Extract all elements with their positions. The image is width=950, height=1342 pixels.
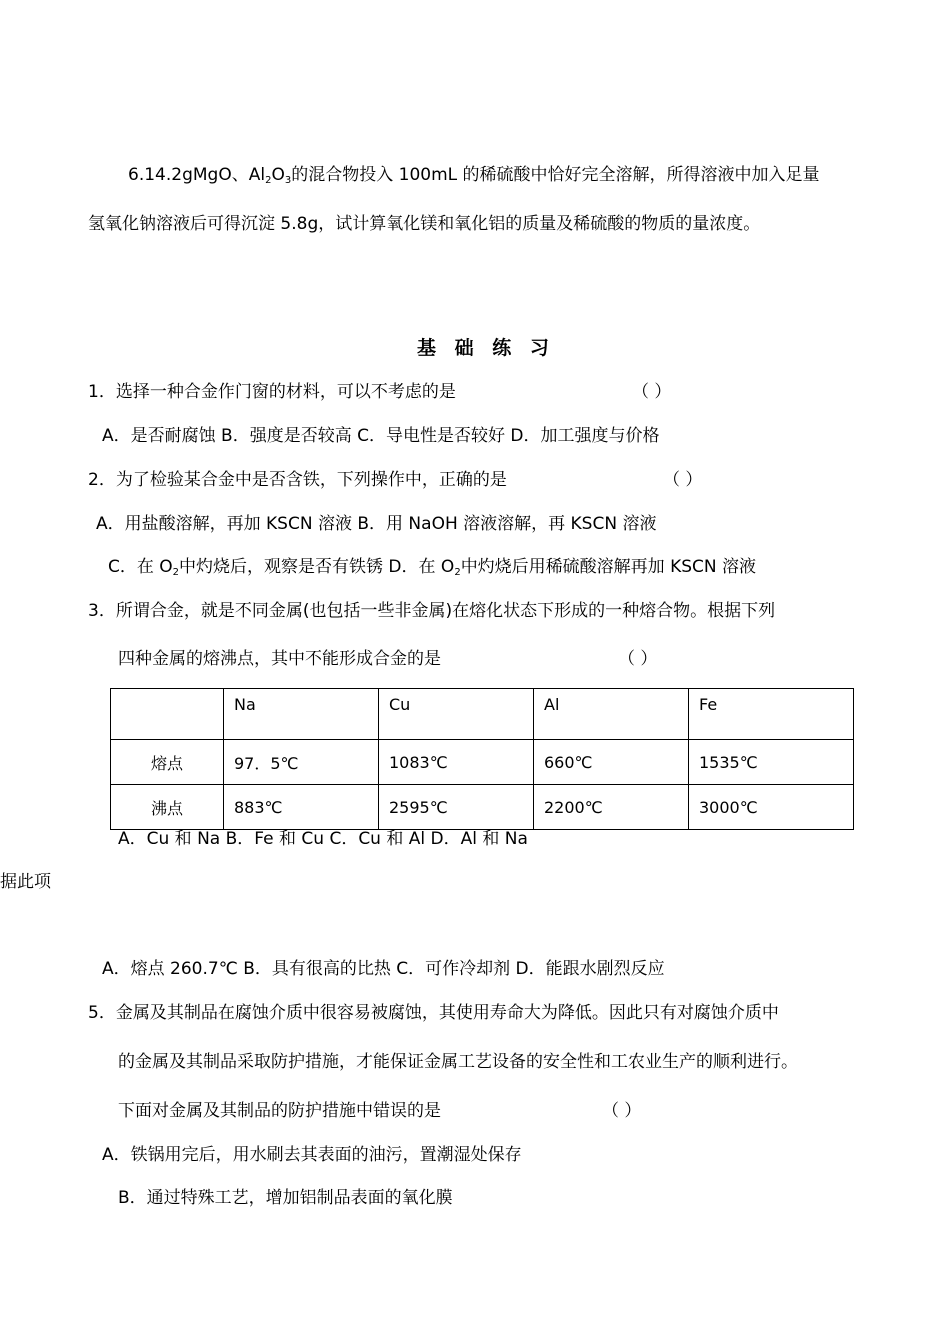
q6-text-a: 14.2gMgO、Al [144, 165, 266, 185]
q2-options-cd [108, 556, 756, 578]
q6-text-b: O [271, 165, 285, 185]
q1-blank: （ ） [632, 382, 672, 402]
table-header-cell: Na [224, 689, 379, 740]
q2-options-ab: A．用盐酸溶解，再加 KSCN 溶液 B．用 NaOH 溶液溶解，再 KSCN 溶液 [96, 514, 657, 534]
q6-sub1: 2 [265, 175, 272, 186]
table-cell: 2200℃ [534, 785, 689, 830]
q4-fragment: 据此项 [0, 872, 51, 892]
table-row-label: 沸点 [111, 785, 224, 830]
table-row-label: 熔点 [111, 740, 224, 785]
q2-option-c-sub: 2 [172, 567, 180, 578]
table-cell: 3000℃ [689, 785, 854, 830]
q5-stem-line2: 的金属及其制品采取防护措施，才能保证金属工艺设备的安全性和工农业生产的顺利进行。 [118, 1052, 798, 1072]
q6-sub2: 3 [284, 175, 292, 186]
q2-option-d-sub: 2 [454, 567, 461, 578]
q5-stem-line3: 下面对金属及其制品的防护措施中错误的是 [118, 1101, 441, 1121]
melting-boiling-table [110, 688, 854, 830]
table-header-row [111, 689, 854, 740]
q3-options: A．Cu 和 Na B．Fe 和 Cu C．Cu 和 Al D．Al 和 Na [118, 829, 528, 849]
table-cell: 883℃ [224, 785, 379, 830]
q6-line1 [128, 164, 820, 186]
q2-stem: 2．为了检验某合金中是否含铁，下列操作中，正确的是 [88, 470, 507, 490]
table-cell: 1083℃ [379, 740, 534, 785]
table-header-cell: Al [534, 689, 689, 740]
table-row [111, 785, 854, 830]
q6-line2: 氢氧化钠溶液后可得沉淀 5.8g，试计算氧化镁和氧化铝的质量及稀硫酸的物质的量浓度。 [88, 214, 761, 234]
q6-text-c: 的混合物投入 100mL 的稀硫酸中恰好完全溶解，所得溶液中加入足量 [291, 165, 820, 185]
q3-stem-line2: 四种金属的熔沸点，其中不能形成合金的是 [118, 649, 441, 669]
q1-stem: 1．选择一种合金作门窗的材料，可以不考虑的是 [88, 382, 456, 402]
table-cell: 97．5℃ [224, 740, 379, 785]
table-cell: 2595℃ [379, 785, 534, 830]
q2-blank: （ ） [663, 470, 703, 490]
section-title: 基 础 练 习 [417, 337, 555, 359]
q4-options: A．熔点 260.7℃ B．具有很高的比热 C．可作冷却剂 D．能跟水剧烈反应 [102, 959, 665, 979]
q3-blank: （ ） [618, 649, 658, 669]
q3-stem-line1: 3．所谓合金，就是不同金属(也包括一些非金属)在熔化状态下形成的一种熔合物。根据下列 [88, 601, 776, 621]
q2-option-d-b: 中灼烧后用稀硫酸溶解再加 KSCN 溶液 [460, 557, 757, 577]
table-header-cell: Cu [379, 689, 534, 740]
q6-number: 6. [128, 165, 145, 185]
table-cell: 1535℃ [689, 740, 854, 785]
q5-option-a: A．铁锅用完后，用水刷去其表面的油污，置潮湿处保存 [102, 1145, 522, 1165]
q2-option-c-a: C．在 O [108, 557, 173, 577]
q5-option-b: B．通过特殊工艺，增加铝制品表面的氧化膜 [118, 1188, 453, 1208]
q5-stem-line1: 5．金属及其制品在腐蚀介质中很容易被腐蚀，其使用寿命大为降低。因此只有对腐蚀介质中 [88, 1003, 779, 1023]
table-cell: 660℃ [534, 740, 689, 785]
table-row [111, 740, 854, 785]
q1-options: A．是否耐腐蚀 B．强度是否较高 C．导电性是否较好 D．加工强度与价格 [102, 426, 660, 446]
table-header-cell [111, 689, 224, 740]
q2-option-c-b: 中灼烧后，观察是否有铁锈 D．在 O [179, 557, 455, 577]
q5-blank: （ ） [602, 1101, 642, 1121]
table-header-cell: Fe [689, 689, 854, 740]
